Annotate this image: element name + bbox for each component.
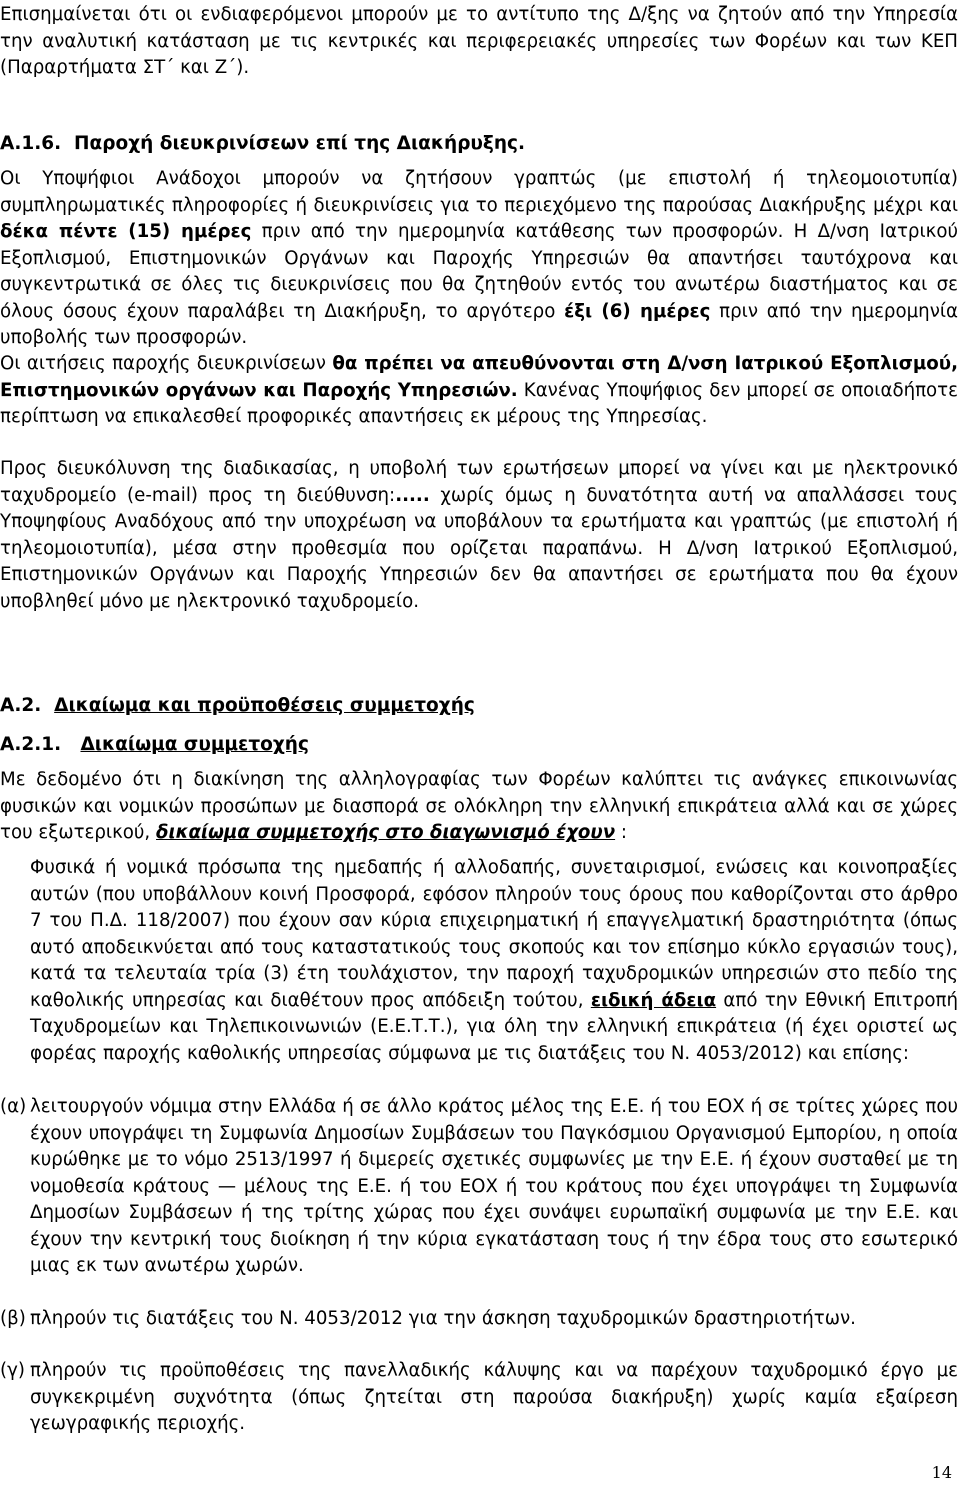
section-a21-heading <box>0 733 309 757</box>
text-span: χωρίς όμως η δυνατότητα αυτή να απαλλάσσει τους Υποψηφίους Αναδόχους από την υποχρέωση να υποβάλουν τα ερωτήματα και γραπτώς (με επιστολή ή τηλεομοιοτυπία), μέσα στην προθεσμία που ορίζεται παραπάνω. Η Δ/νση Ιατρικού Εξοπλισμού, Επιστημονικών Οργάνων και Παροχής Υπηρεσιών δεν θα απαντήσει σε ερωτήματα που θα έχουν υποβληθεί μόνο με ηλεκτρονικό ταχυδρομείο. <box>0 484 958 612</box>
bold-span: δέκα πέντε (15) ημέρες <box>0 221 252 242</box>
section-a2-title: Δικαίωμα και προϋποθέσεις συμμετοχής <box>54 695 475 716</box>
bold-span: έξι (6) ημέρες <box>564 300 711 322</box>
bold-span: ..... <box>395 484 430 506</box>
list-item-label: (α) <box>0 1096 27 1117</box>
text-span: Οι αιτήσεις παροχής διευκρινίσεων <box>0 353 326 374</box>
list-item-text: πληρούν τις διατάξεις του Ν. 4053/2012 για την άσκηση ταχυδρομικών δραστηριοτήτων. <box>30 1308 856 1329</box>
text-span: Κανένας Υποψήφιος δεν μπορεί σε οποιαδήποτε περίπτωση να επικαλεσθεί προφορικές απαντήσεις εκ μέρους της Υπηρεσίας. <box>0 379 958 427</box>
text-span: από την Εθνική Επιτροπή Ταχυδρομείων και Τηλεπικοινωνιών (Ε.Ε.Τ.Τ.), για όλη την ελληνική επικράτεια (ή έχει οριστεί ως φορέας παροχής καθολικής υπηρεσίας σύμφωνα με τις διατάξεις του Ν. 4053/2012) και επίσης: <box>30 989 958 1064</box>
section-a16-paragraph-3 <box>0 456 958 615</box>
text-span: Φυσικά ή νομικά πρόσωπα της ημεδαπής ή αλλοδαπής, συνεταιρισμοί, ενώσεις και κοινοπραξίες αυτών (που υποβάλλουν κοινή Προσφορά, εφόσον πληρούν τους όρους που καθορίζονται στο άρθρο 7 του Π.Δ. 118/2007) που έχουν σαν κύρια επιχειρηματική ή επαγγελματική δραστηριότητα (όπως αυτό αποδεικνύεται από τους καταστατικούς τους σκοπούς και τον επίσημο κύκλο εργασιών τους), κατά τα τελευταία τρία (3) έτη τουλάχιστον, την παροχή ταχυδρομικών υπηρεσιών στο πεδίο της καθολικής υπηρεσίας και διαθέτουν προς απόδειξη τούτου, <box>30 857 958 1011</box>
section-a16-paragraph-1 <box>0 166 958 352</box>
text-span: πριν από την ημερομηνία κατάθεσης των προσφορών. Η Δ/νση Ιατρικού Εξοπλισμού, Επιστημονικών Οργάνων και Παροχής Υπηρεσιών θα απαντήσει ταυτόχρονα και συγκεντρωτικά σε όλες τις διευκρινίσεις που θα ζητηθούν εντός του ανωτέρω διαστήματος και σε όλους όσους έχουν παραλάβει τη Διακήρυξη, το αργότερο <box>0 221 958 322</box>
section-a21-title: Δικαίωμα συμμετοχής <box>80 734 309 755</box>
text-span: πριν από την ημερομηνία υποβολής των προσφορών. <box>0 300 958 348</box>
bold-italic-span: δικαίωμα συμμετοχής στο διαγωνισμό έχουν <box>156 822 616 843</box>
text-span: Με δεδομένο ότι η διακίνηση της αλληλογραφίας των Φορέων καλύπτει τις ανάγκες επικοινωνίας φυσικών και νομικών προσώπων με διασπορά σε ολόκληρη την ελληνική επικράτεια αλλά και σε χώρες του εξωτερικού, <box>0 769 958 843</box>
bold-span: θα πρέπει να απευθύνονται στη Δ/νση Ιατρικού Εξοπλισμού, Επιστημονικών οργάνων και Παροχής Υπηρεσιών. <box>0 353 958 401</box>
section-a2-number: Α.2. <box>0 695 42 716</box>
intro-text: Επισημαίνεται ότι οι ενδιαφερόμενοι μπορούν με το αντίτυπο της Δ/ξης να ζητούν από την Υπηρεσία την αναλυτική κατάσταση με τις κεντρικές και περιφερειακές υπηρεσίες των Φορέων και των ΚΕΠ (Παραρτήματα ΣΤ΄ και Ζ΄). <box>0 4 958 78</box>
section-a16-title: Παροχή διευκρινίσεων επί της Διακήρυξης. <box>74 133 526 154</box>
section-a21-number: Α.2.1. <box>0 734 62 755</box>
list-item-label: (β) <box>0 1308 26 1329</box>
section-a16-heading <box>0 132 525 156</box>
bold-underlined-span: ειδική άδεια <box>590 989 717 1011</box>
text-span: Προς διευκόλυνση της διαδικασίας, η υποβολή των ερωτήσεων μπορεί να γίνει και με ηλεκτρονικό ταχυδρομείο (e-mail) προς τη διεύθυνση: <box>0 458 958 506</box>
page-number: 14 <box>931 1463 952 1482</box>
list-item-label: (γ) <box>0 1360 25 1381</box>
section-a16-number: Α.1.6. <box>0 133 62 154</box>
list-item-text: λειτουργούν νόμιμα στην Ελλάδα ή σε άλλο κράτος μέλος της Ε.Ε. ή του ΕΟΧ ή σε τρίτες χώρες που έχουν υπογράψει τη Συμφωνία Δημοσίων Συμβάσεων του Παγκόσμιου Οργανισμού Εμπορίου, η οποία κυρώθηκε με το νόμο 2513/1997 ή διμερείς σχετικές συμφωνίες με την Ε.Ε. ή έχουν συσταθεί με τη νομοθεσία κράτους — μέλους της Ε.Ε. ή του ΕΟΧ ή του κράτους που έχει υπογράψει τη Συμφωνία Δημοσίων Συμβάσεων ή της τρίτης χώρας που έχει συνάψει ευρωπαϊκή συμφωνία με την Ε.Ε. και έχουν την κεντρική τους διοίκηση ή την κύρια εγκατάσταση τους ή την έδρα τους στο εσωτερικό μιας εκ των ανωτέρω χωρών. <box>30 1096 958 1276</box>
section-a21-paragraph-1 <box>0 767 958 847</box>
text-span: : <box>620 822 628 843</box>
list-item-text: πληρούν τις προϋποθέσεις της πανελλαδικής κάλυψης και να παρέχουν ταχυδρομικό έργο με συγκεκριμένη συχνότητα (όπως ζητείται στη παρούσα διακήρυξη) χωρίς καμία εξαίρεση γεωγραφικής περιοχής. <box>30 1360 958 1434</box>
section-a21-paragraph-2 <box>30 855 958 1067</box>
text-span: Οι Υποψήφιοι Ανάδοχοι μπορούν να ζητήσουν γραπτώς (με επιστολή ή τηλεομοιοτυπία) συμπληρωματικές πληροφορίες ή διευκρινίσεις για το περιεχόμενο της παρούσας Διακήρυξης μέχρι και <box>0 168 958 216</box>
intro-paragraph <box>0 2 958 82</box>
section-a16-paragraph-2 <box>0 351 958 431</box>
section-a2-heading <box>0 694 475 718</box>
